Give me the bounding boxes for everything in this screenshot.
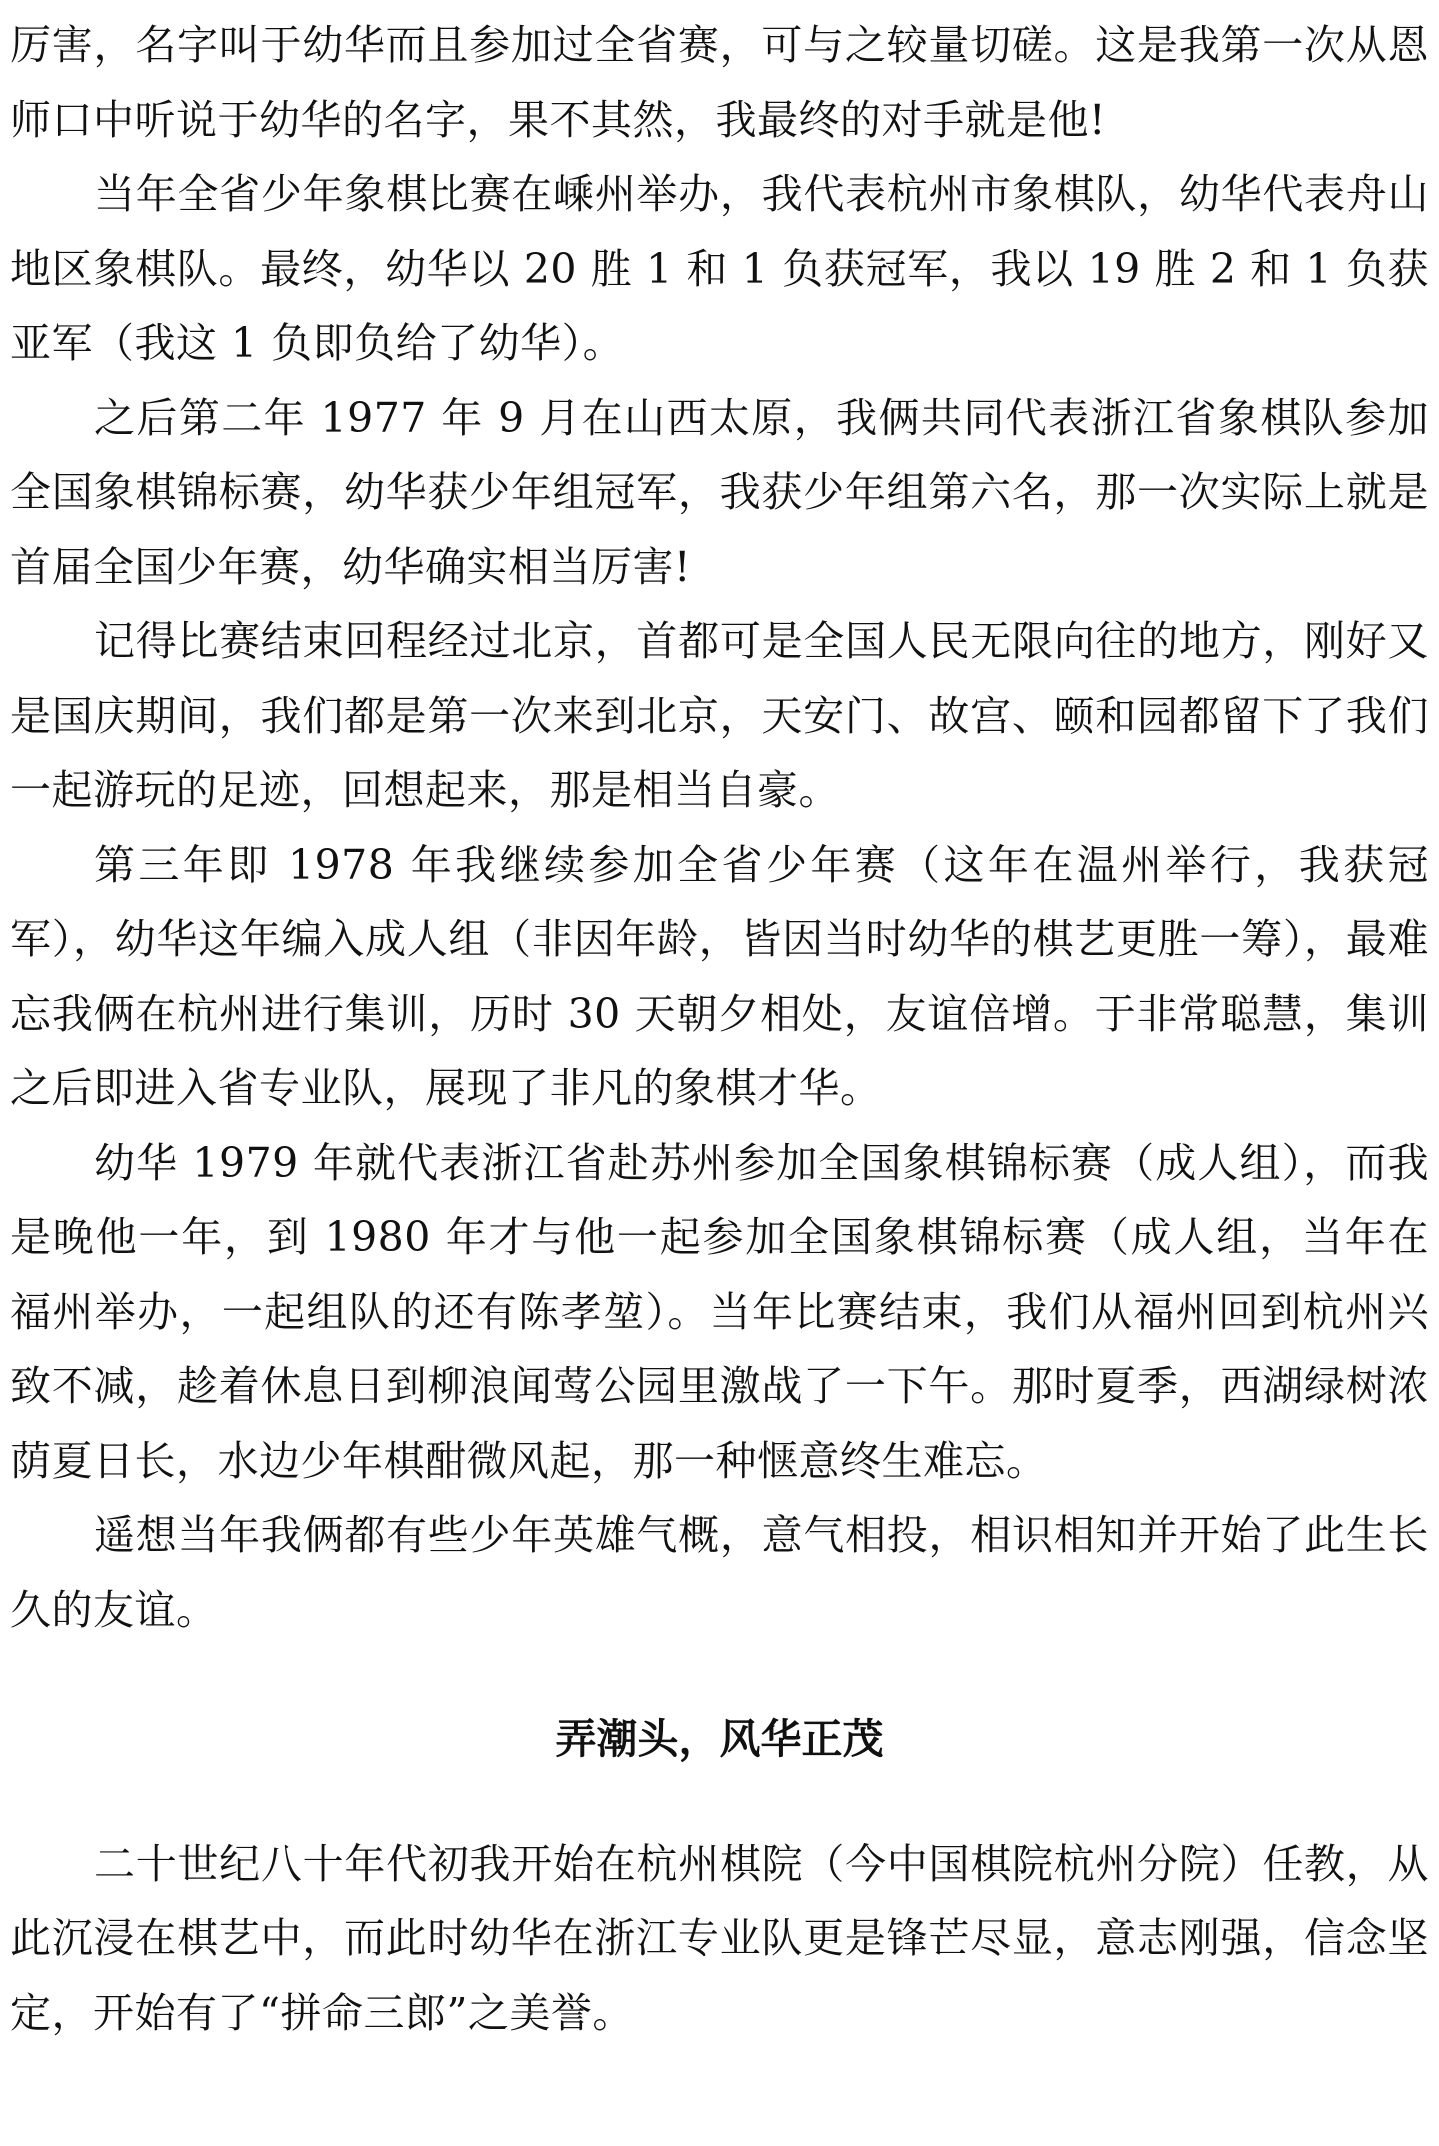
paragraph-training-1978: 第三年即 1978 年我继续参加全省少年赛（这年在温州举行，我获冠军），幼华这年编入成人组（非因年龄，皆因当时幼华的棋艺更胜一筹），最难忘我俩在杭州进行集训，历时 30 天朝夕相处，友谊倍增。于非常聪慧，集训之后即进入省专业队，展现了非凡的象棋才华。 — [10, 840, 1429, 1112]
paragraph-national-championship-1979-1980: 幼华 1979 年就代表浙江省赴苏州参加全国象棋锦标赛（成人组），而我是晚他一年，到 1980 年才与他一起参加全国象棋锦标赛（成人组，当年在福州举办，一起组队的还有陈孝堃）。当年比赛结束，我们从福州回到杭州兴致不减，趁着休息日到柳浪闻莺公园里激战了一下午。那时夏季，西湖绿树浓荫夏日长，水边少年棋酣微风起，那一种惬意终生难忘。 — [10, 1138, 1429, 1485]
paragraph-friendship: 遥想当年我俩都有些少年英雄气概，意气相投，相识相知并开始了此生长久的友谊。 — [10, 1511, 1429, 1634]
section-heading: 弄潮头，风华正茂 — [555, 1715, 884, 1763]
paragraph-teaching-career: 二十世纪八十年代初我开始在杭州棋院（今中国棋院杭州分院）任教，从此沉浸在棋艺中，而此时幼华在浙江专业队更是锋芒尽显，意志刚强，信念坚定，开始有了“拼命三郎”之美誉。 — [10, 1839, 1429, 2037]
paragraph-national-championship-1977: 之后第二年 1977 年 9 月在山西太原，我俩共同代表浙江省象棋队参加全国象棋锦标赛，幼华获少年组冠军，我获少年组第六名，那一次实际上就是首届全国少年赛，幼华确实相当厉害! — [10, 393, 1429, 591]
paragraph-continuation: 厉害，名字叫于幼华而且参加过全省赛，可与之较量切磋。这是我第一次从恩师口中听说于幼华的名字，果不其然，我最终的对手就是他! — [10, 21, 1429, 144]
paragraph-provincial-youth-match: 当年全省少年象棋比赛在嵊州举办，我代表杭州市象棋队，幼华代表舟山地区象棋队。最终，幼华以 20 胜 1 和 1 负获冠军，我以 19 胜 2 和 1 负获亚军（我这 1 负即负给了幼华）。 — [10, 170, 1429, 367]
paragraph-beijing-trip: 记得比赛结束回程经过北京，首都可是全国人民无限向往的地方，刚好又是国庆期间，我们都是第一次来到北京，天安门、故宫、颐和园都留下了我们一起游玩的足迹，回想起来，那是相当自豪。 — [10, 617, 1429, 814]
